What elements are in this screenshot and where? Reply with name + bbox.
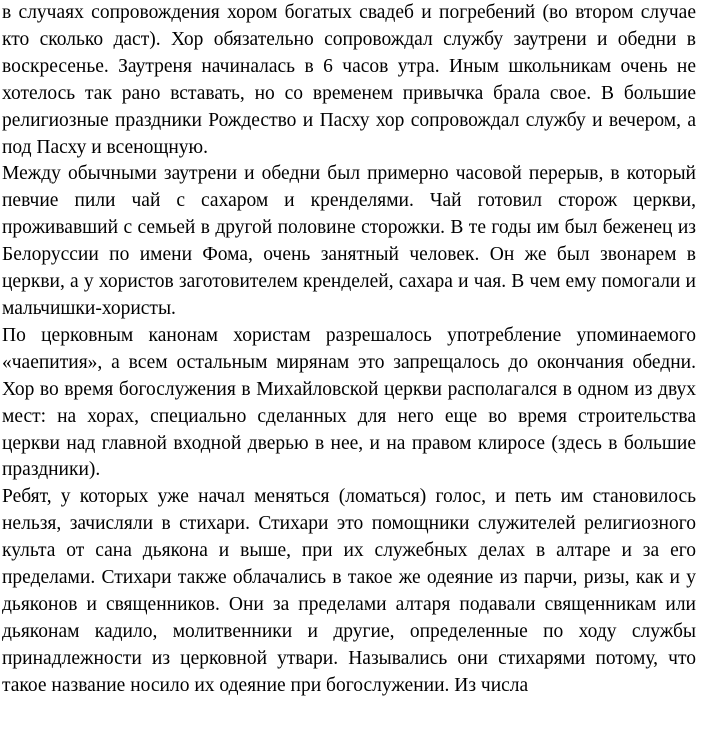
paragraph-1: в случаях сопровождения хором богатых свадеб и погребений (во втором случае кто сколько даст). Хор обязательно сопровождал службу заутрени и обедни в воскресенье. Заутреня начиналась в 6 часов утра. Иным школьникам очень не хотелось так рано вставать, но со временем привычка брала свое. В большие религиозные праздники Рождество и Пасху хор сопровождал службу и вечером, а под Пасху и всенощную. xyxy=(2,2,696,158)
paragraph-4: Ребят, у которых уже начал меняться (ломаться) голос, и петь им становилось нельзя, зачисляли в стихари. Стихари это помощники служителей религиозного культа от сана дьякона и выше, при их служебных делах в алтаре и за его пределами. Стихари также облачались в такое же одеяние из парчи, ризы, как и у дьяконов и священников. Они за пределами алтаря подавали священникам или дьяконам кадило, молитвенники и другие, определенные по ходу службы принадлежности из церковной утвари. Назывались они стихарями потому, что такое название носило их одеяние при богослужении. Из числа xyxy=(2,486,696,696)
paragraph-2: Между обычными заутрени и обедни был примерно часовой перерыв, в который певчие пили чай с сахаром и кренделями. Чай готовил сторож церкви, проживавший с семьей в другой половине сторожки. В те годы им был беженец из Белоруссии по имени Фома, очень занятный человек. Он же был звонарем в церкви, а у хористов заготовителем кренделей, сахара и чая. В чем ему помогали и мальчишки-хористы. xyxy=(2,163,696,319)
paragraph-3: По церковным канонам хористам разрешалось употребление упоминаемого «чаепития», а всем остальным мирянам это запрещалось до окончания обедни. Хор во время богослужения в Михайловской церкви располагался в одном из двух мест: на хорах, специально сделанных для него еще во время строительства церкви над главной входной дверью в нее, и на правом клиросе (здесь в большие праздники). xyxy=(2,324,696,481)
